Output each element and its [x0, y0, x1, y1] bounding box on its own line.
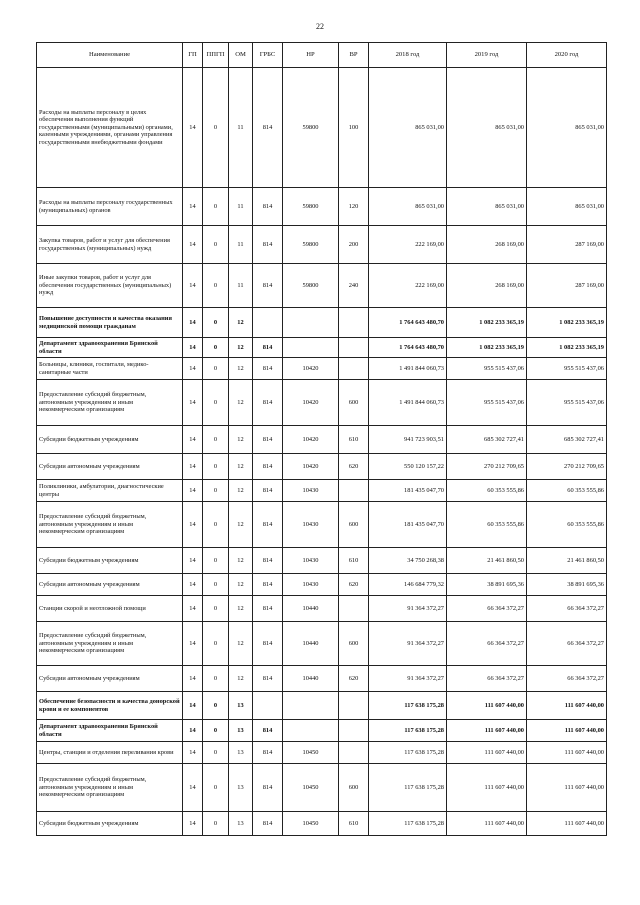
- cell-name: Расходы на выплаты персоналу в целях обеспечения выполнения функций государственными (муниципальными) органами, казенными учреждениями, органами управления государственными внебюджетными фондами: [37, 68, 183, 188]
- cell-2020: 111 607 440,00: [527, 764, 607, 812]
- cell-om: 11: [229, 226, 253, 264]
- cell-grbs: 814: [253, 502, 283, 548]
- cell-gp: 14: [183, 426, 203, 454]
- cell-2019: 66 364 372,27: [447, 622, 527, 666]
- cell-grbs: 814: [253, 380, 283, 426]
- cell-2020: 111 607 440,00: [527, 812, 607, 836]
- cell-gp: 14: [183, 358, 203, 380]
- cell-2020: 1 082 233 365,19: [527, 308, 607, 338]
- cell-2019: 865 031,00: [447, 188, 527, 226]
- cell-vr: [339, 338, 369, 358]
- cell-grbs: 814: [253, 574, 283, 596]
- cell-ppgp: 0: [203, 596, 229, 622]
- cell-vr: [339, 358, 369, 380]
- cell-vr: [339, 596, 369, 622]
- cell-vr: 600: [339, 764, 369, 812]
- cell-om: 13: [229, 742, 253, 764]
- cell-nr: [283, 308, 339, 338]
- cell-vr: [339, 692, 369, 720]
- cell-ppgp: 0: [203, 358, 229, 380]
- table-row: [37, 692, 607, 720]
- cell-2018: 865 031,00: [369, 188, 447, 226]
- cell-vr: 100: [339, 68, 369, 188]
- cell-2020: 270 212 709,65: [527, 454, 607, 480]
- cell-gp: 14: [183, 308, 203, 338]
- cell-name: Станции скорой и неотложной помощи: [37, 596, 183, 622]
- cell-nr: [283, 720, 339, 742]
- cell-2020: 1 082 233 365,19: [527, 338, 607, 358]
- cell-nr: 59800: [283, 226, 339, 264]
- cell-gp: 14: [183, 764, 203, 812]
- cell-om: 12: [229, 622, 253, 666]
- cell-2020: 66 364 372,27: [527, 622, 607, 666]
- cell-vr: 120: [339, 188, 369, 226]
- cell-gp: 14: [183, 380, 203, 426]
- cell-gp: 14: [183, 68, 203, 188]
- cell-om: 12: [229, 666, 253, 692]
- cell-2018: 550 120 157,22: [369, 454, 447, 480]
- header-name: Наименование: [37, 43, 183, 68]
- cell-nr: 59800: [283, 188, 339, 226]
- cell-2019: 268 169,00: [447, 264, 527, 308]
- cell-grbs: 814: [253, 264, 283, 308]
- cell-ppgp: 0: [203, 480, 229, 502]
- cell-name: Субсидии автономным учреждениям: [37, 574, 183, 596]
- cell-gp: 14: [183, 666, 203, 692]
- cell-gp: 14: [183, 226, 203, 264]
- cell-om: 11: [229, 264, 253, 308]
- cell-om: 11: [229, 68, 253, 188]
- cell-om: 12: [229, 480, 253, 502]
- table-row: [37, 480, 607, 502]
- cell-ppgp: 0: [203, 666, 229, 692]
- cell-gp: 14: [183, 264, 203, 308]
- cell-name: Повышение доступности и качества оказания медицинской помощи гражданам: [37, 308, 183, 338]
- cell-grbs: [253, 308, 283, 338]
- cell-vr: [339, 480, 369, 502]
- cell-om: 13: [229, 812, 253, 836]
- cell-2020: 287 169,00: [527, 264, 607, 308]
- cell-name: Предоставление субсидий бюджетным, автономным учреждениям и иным некоммерческим организациям: [37, 502, 183, 548]
- cell-grbs: 814: [253, 454, 283, 480]
- cell-2019: 60 353 555,86: [447, 480, 527, 502]
- cell-nr: 10450: [283, 812, 339, 836]
- cell-2020: 60 353 555,86: [527, 480, 607, 502]
- cell-2020: 66 364 372,27: [527, 596, 607, 622]
- cell-2019: 111 607 440,00: [447, 812, 527, 836]
- header-ppgp: ППГП: [203, 43, 229, 68]
- header-nr: НР: [283, 43, 339, 68]
- header-om: ОМ: [229, 43, 253, 68]
- cell-om: 12: [229, 596, 253, 622]
- cell-ppgp: 0: [203, 68, 229, 188]
- cell-gp: 14: [183, 480, 203, 502]
- cell-ppgp: 0: [203, 226, 229, 264]
- cell-vr: 620: [339, 666, 369, 692]
- cell-2019: 21 461 860,50: [447, 548, 527, 574]
- cell-om: 12: [229, 308, 253, 338]
- cell-2019: 1 082 233 365,19: [447, 308, 527, 338]
- cell-nr: 10440: [283, 622, 339, 666]
- cell-nr: 10430: [283, 574, 339, 596]
- table-row: [37, 812, 607, 836]
- cell-grbs: 814: [253, 764, 283, 812]
- cell-grbs: 814: [253, 742, 283, 764]
- cell-ppgp: 0: [203, 720, 229, 742]
- cell-gp: 14: [183, 548, 203, 574]
- cell-name: Обеспечение безопасности и качества донорской крови и ее компонентов: [37, 692, 183, 720]
- cell-gp: 14: [183, 720, 203, 742]
- cell-2019: 1 082 233 365,19: [447, 338, 527, 358]
- cell-ppgp: 0: [203, 764, 229, 812]
- header-grbs: ГРБС: [253, 43, 283, 68]
- cell-nr: 10430: [283, 502, 339, 548]
- cell-2020: 865 031,00: [527, 68, 607, 188]
- cell-nr: 10440: [283, 666, 339, 692]
- cell-2018: 146 684 779,32: [369, 574, 447, 596]
- cell-name: Предоставление субсидий бюджетным, автономным учреждениям и иным некоммерческим организациям: [37, 380, 183, 426]
- table-row: [37, 596, 607, 622]
- cell-name: Субсидии бюджетным учреждениям: [37, 548, 183, 574]
- table-row: [37, 264, 607, 308]
- cell-grbs: [253, 692, 283, 720]
- cell-ppgp: 0: [203, 742, 229, 764]
- cell-vr: 200: [339, 226, 369, 264]
- cell-name: Субсидии автономным учреждениям: [37, 454, 183, 480]
- cell-2018: 117 638 175,28: [369, 764, 447, 812]
- cell-gp: 14: [183, 812, 203, 836]
- cell-ppgp: 0: [203, 454, 229, 480]
- cell-vr: 620: [339, 454, 369, 480]
- cell-vr: 610: [339, 548, 369, 574]
- budget-table: [36, 42, 607, 836]
- cell-2018: 222 169,00: [369, 226, 447, 264]
- header-2018: 2018 год: [369, 43, 447, 68]
- table-row: [37, 574, 607, 596]
- cell-2018: 91 364 372,27: [369, 596, 447, 622]
- cell-nr: 10440: [283, 596, 339, 622]
- cell-ppgp: 0: [203, 502, 229, 548]
- table-row: [37, 338, 607, 358]
- cell-grbs: 814: [253, 666, 283, 692]
- cell-2018: 1 491 844 060,73: [369, 358, 447, 380]
- table-row: [37, 720, 607, 742]
- cell-nr: 10420: [283, 454, 339, 480]
- cell-grbs: 814: [253, 622, 283, 666]
- cell-name: Иные закупки товаров, работ и услуг для обеспечения государственных (муниципальных) нужд: [37, 264, 183, 308]
- cell-grbs: 814: [253, 426, 283, 454]
- cell-gp: 14: [183, 596, 203, 622]
- cell-2018: 1 764 643 480,70: [369, 338, 447, 358]
- cell-ppgp: 0: [203, 812, 229, 836]
- cell-grbs: 814: [253, 226, 283, 264]
- cell-name: Департамент здравоохранения Брянской области: [37, 720, 183, 742]
- cell-nr: [283, 338, 339, 358]
- cell-om: 13: [229, 720, 253, 742]
- cell-vr: [339, 720, 369, 742]
- table-row: [37, 308, 607, 338]
- cell-gp: 14: [183, 742, 203, 764]
- cell-2019: 66 364 372,27: [447, 596, 527, 622]
- cell-nr: 59800: [283, 264, 339, 308]
- cell-2019: 268 169,00: [447, 226, 527, 264]
- cell-ppgp: 0: [203, 264, 229, 308]
- cell-2018: 91 364 372,27: [369, 666, 447, 692]
- cell-2020: 955 515 437,06: [527, 380, 607, 426]
- table-row: [37, 226, 607, 264]
- cell-om: 12: [229, 358, 253, 380]
- page-number: 22: [316, 22, 324, 31]
- cell-om: 11: [229, 188, 253, 226]
- cell-nr: 10420: [283, 358, 339, 380]
- cell-vr: [339, 742, 369, 764]
- header-2020: 2020 год: [527, 43, 607, 68]
- cell-2019: 66 364 372,27: [447, 666, 527, 692]
- cell-2018: 941 723 903,51: [369, 426, 447, 454]
- table-row: [37, 548, 607, 574]
- cell-nr: 59800: [283, 68, 339, 188]
- cell-2020: 111 607 440,00: [527, 692, 607, 720]
- table-row: [37, 454, 607, 480]
- cell-gp: 14: [183, 454, 203, 480]
- cell-ppgp: 0: [203, 380, 229, 426]
- table-row: [37, 68, 607, 188]
- cell-name: Больницы, клиники, госпитали, медико-санитарные части: [37, 358, 183, 380]
- cell-grbs: 814: [253, 188, 283, 226]
- cell-ppgp: 0: [203, 338, 229, 358]
- cell-ppgp: 0: [203, 426, 229, 454]
- table-header-row: [37, 43, 607, 68]
- cell-2018: 1 491 844 060,73: [369, 380, 447, 426]
- cell-2019: 955 515 437,06: [447, 358, 527, 380]
- cell-om: 12: [229, 548, 253, 574]
- cell-grbs: 814: [253, 548, 283, 574]
- cell-2019: 955 515 437,06: [447, 380, 527, 426]
- cell-name: Субсидии бюджетным учреждениям: [37, 812, 183, 836]
- table-row: [37, 622, 607, 666]
- cell-nr: 10430: [283, 548, 339, 574]
- cell-2019: 38 891 695,36: [447, 574, 527, 596]
- cell-grbs: 814: [253, 480, 283, 502]
- cell-2018: 181 435 047,70: [369, 480, 447, 502]
- cell-nr: 10420: [283, 380, 339, 426]
- cell-2020: 38 891 695,36: [527, 574, 607, 596]
- header-2019: 2019 год: [447, 43, 527, 68]
- cell-2018: 222 169,00: [369, 264, 447, 308]
- cell-2019: 865 031,00: [447, 68, 527, 188]
- cell-ppgp: 0: [203, 622, 229, 666]
- cell-om: 13: [229, 692, 253, 720]
- cell-nr: 10430: [283, 480, 339, 502]
- header-gp: ГП: [183, 43, 203, 68]
- cell-2018: 1 764 643 480,70: [369, 308, 447, 338]
- cell-grbs: 814: [253, 338, 283, 358]
- cell-2019: 111 607 440,00: [447, 742, 527, 764]
- cell-2018: 117 638 175,28: [369, 812, 447, 836]
- cell-nr: [283, 692, 339, 720]
- cell-vr: 600: [339, 380, 369, 426]
- cell-2020: 865 031,00: [527, 188, 607, 226]
- cell-ppgp: 0: [203, 188, 229, 226]
- cell-2018: 117 638 175,28: [369, 692, 447, 720]
- cell-om: 13: [229, 764, 253, 812]
- cell-2018: 34 750 268,38: [369, 548, 447, 574]
- cell-2020: 21 461 860,50: [527, 548, 607, 574]
- cell-2019: 270 212 709,65: [447, 454, 527, 480]
- cell-2020: 685 302 727,41: [527, 426, 607, 454]
- cell-2018: 865 031,00: [369, 68, 447, 188]
- cell-gp: 14: [183, 622, 203, 666]
- cell-name: Субсидии автономным учреждениям: [37, 666, 183, 692]
- cell-grbs: 814: [253, 68, 283, 188]
- cell-name: Субсидии бюджетным учреждениям: [37, 426, 183, 454]
- cell-vr: 610: [339, 426, 369, 454]
- cell-ppgp: 0: [203, 548, 229, 574]
- cell-vr: 610: [339, 812, 369, 836]
- cell-om: 12: [229, 502, 253, 548]
- cell-grbs: 814: [253, 358, 283, 380]
- cell-2020: 955 515 437,06: [527, 358, 607, 380]
- cell-om: 12: [229, 574, 253, 596]
- cell-2020: 111 607 440,00: [527, 742, 607, 764]
- cell-vr: 600: [339, 502, 369, 548]
- cell-nr: 10420: [283, 426, 339, 454]
- cell-name: Поликлиники, амбулатории, диагностические центры: [37, 480, 183, 502]
- table-row: [37, 426, 607, 454]
- cell-nr: 10450: [283, 764, 339, 812]
- cell-2020: 287 169,00: [527, 226, 607, 264]
- cell-vr: 620: [339, 574, 369, 596]
- cell-grbs: 814: [253, 596, 283, 622]
- cell-name: Департамент здравоохранения Брянской области: [37, 338, 183, 358]
- cell-ppgp: 0: [203, 308, 229, 338]
- table-row: [37, 380, 607, 426]
- cell-om: 12: [229, 380, 253, 426]
- cell-2018: 91 364 372,27: [369, 622, 447, 666]
- table-row: [37, 502, 607, 548]
- cell-name: Предоставление субсидий бюджетным, автономным учреждениям и иным некоммерческим организациям: [37, 622, 183, 666]
- cell-2018: 117 638 175,28: [369, 742, 447, 764]
- cell-2018: 181 435 047,70: [369, 502, 447, 548]
- cell-2020: 111 607 440,00: [527, 720, 607, 742]
- cell-gp: 14: [183, 574, 203, 596]
- cell-name: Центры, станции и отделения переливания крови: [37, 742, 183, 764]
- cell-2019: 685 302 727,41: [447, 426, 527, 454]
- cell-2020: 60 353 555,86: [527, 502, 607, 548]
- cell-om: 12: [229, 426, 253, 454]
- cell-name: Расходы на выплаты персоналу государственных (муниципальных) органов: [37, 188, 183, 226]
- cell-name: Закупка товаров, работ и услуг для обеспечения государственных (муниципальных) нужд: [37, 226, 183, 264]
- header-vr: ВР: [339, 43, 369, 68]
- cell-gp: 14: [183, 692, 203, 720]
- cell-om: 12: [229, 338, 253, 358]
- cell-vr: [339, 308, 369, 338]
- cell-grbs: 814: [253, 720, 283, 742]
- cell-2019: 111 607 440,00: [447, 764, 527, 812]
- cell-2019: 60 353 555,86: [447, 502, 527, 548]
- cell-2018: 117 638 175,28: [369, 720, 447, 742]
- cell-name: Предоставление субсидий бюджетным, автономным учреждениям и иным некоммерческим организациям: [37, 764, 183, 812]
- cell-2020: 66 364 372,27: [527, 666, 607, 692]
- table-row: [37, 358, 607, 380]
- cell-nr: 10450: [283, 742, 339, 764]
- cell-2019: 111 607 440,00: [447, 720, 527, 742]
- cell-gp: 14: [183, 188, 203, 226]
- table-row: [37, 764, 607, 812]
- table-row: [37, 188, 607, 226]
- cell-2019: 111 607 440,00: [447, 692, 527, 720]
- cell-vr: 600: [339, 622, 369, 666]
- cell-vr: 240: [339, 264, 369, 308]
- cell-grbs: 814: [253, 812, 283, 836]
- cell-om: 12: [229, 454, 253, 480]
- cell-ppgp: 0: [203, 574, 229, 596]
- cell-ppgp: 0: [203, 692, 229, 720]
- cell-gp: 14: [183, 502, 203, 548]
- table-row: [37, 666, 607, 692]
- table-row: [37, 742, 607, 764]
- cell-gp: 14: [183, 338, 203, 358]
